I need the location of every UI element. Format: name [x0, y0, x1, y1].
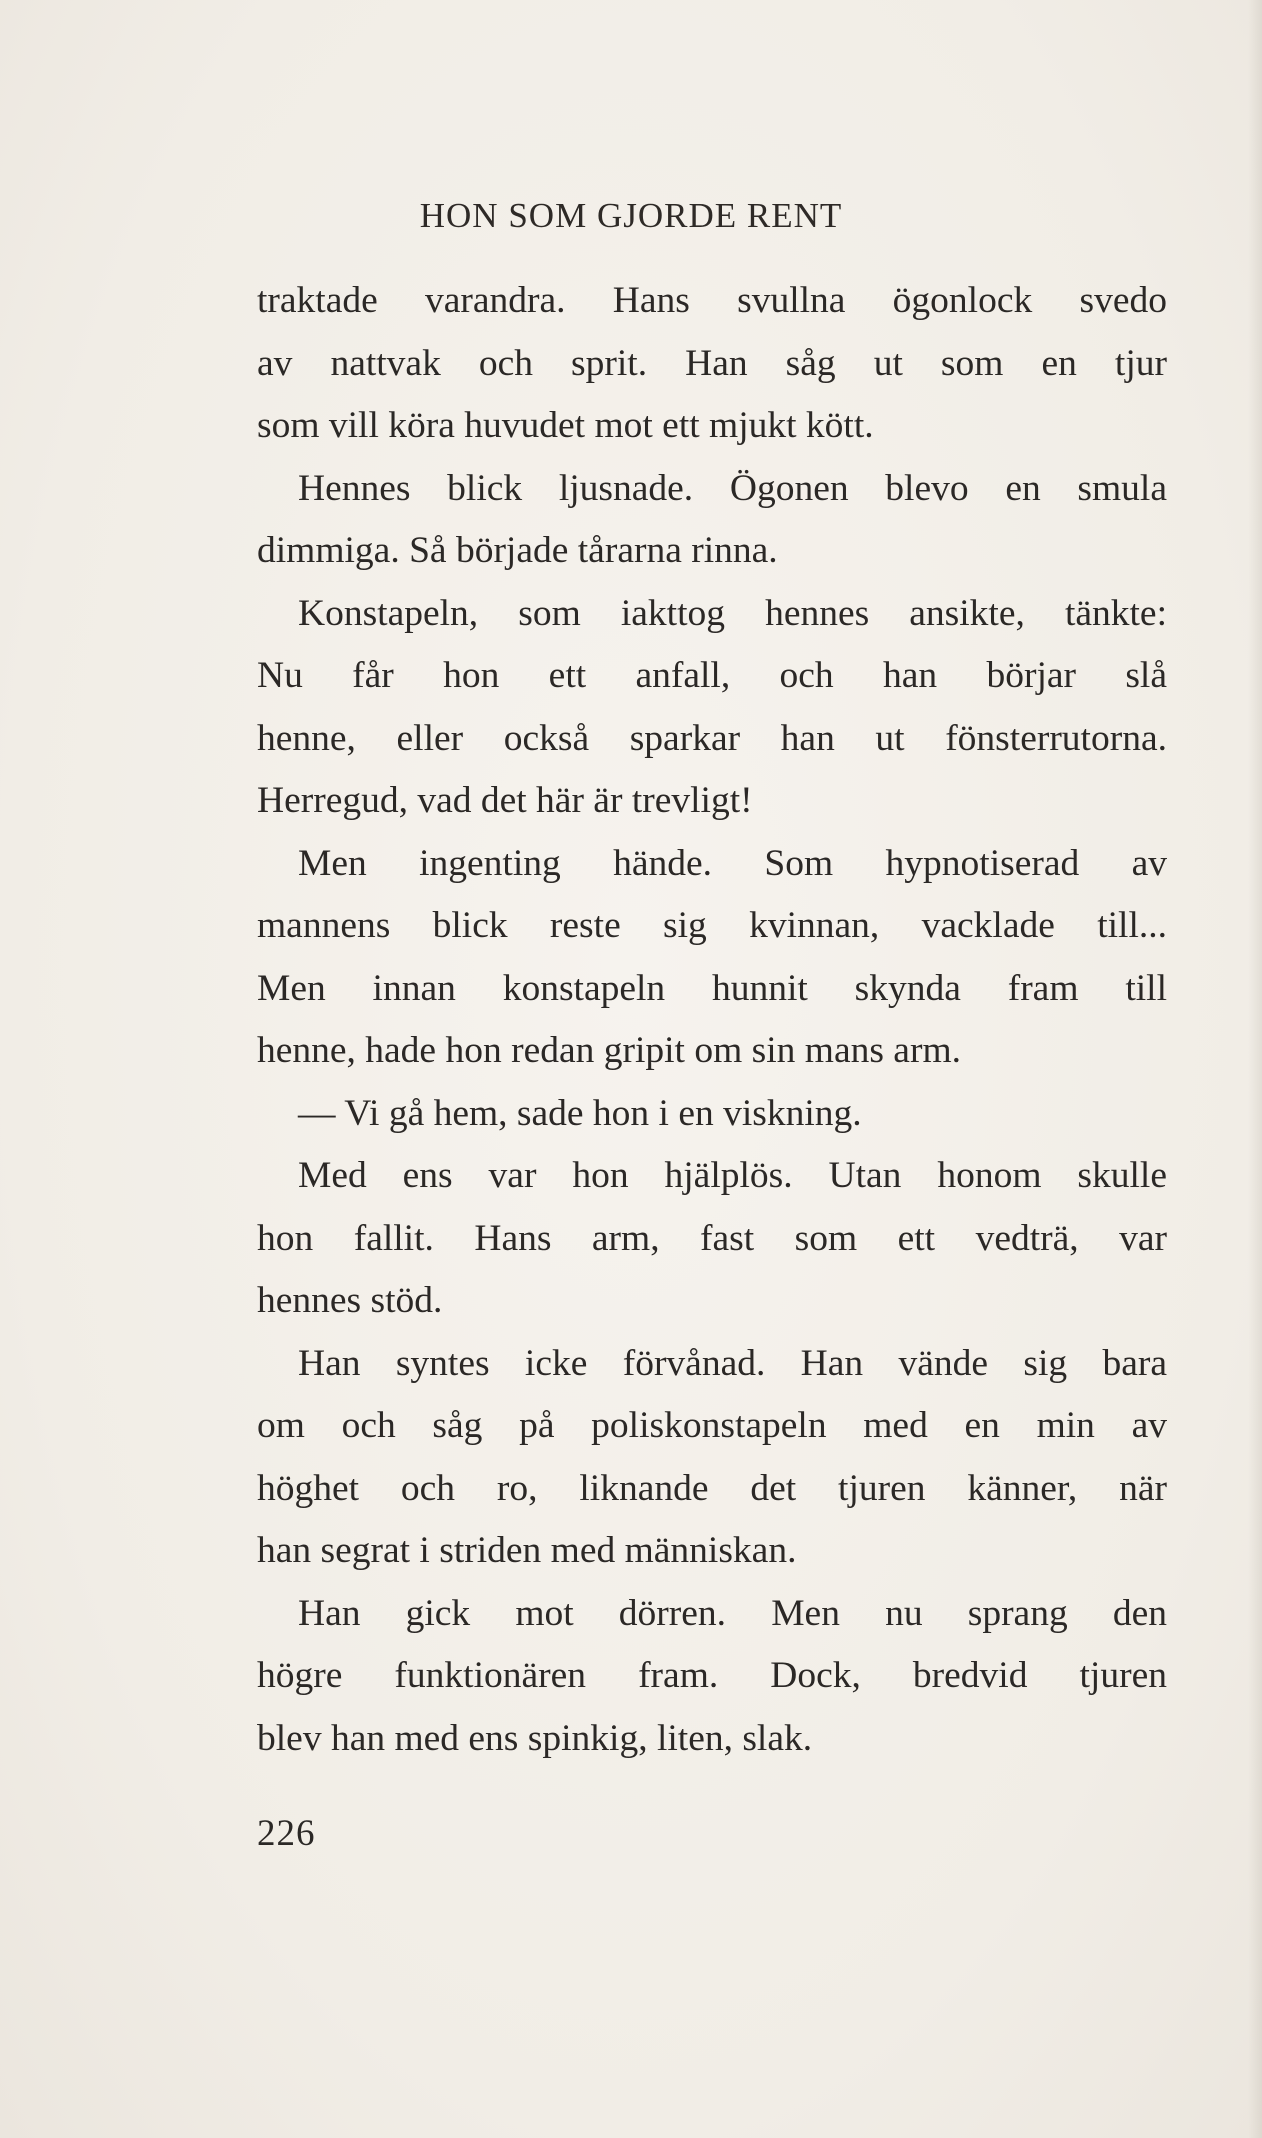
- page-edge-shadow: [1248, 0, 1262, 2138]
- text-line: Konstapeln, som iakttog hennes ansikte, tänkte:: [298, 592, 1167, 634]
- text-line: henne, hade hon redan gripit om sin mans arm.: [257, 1030, 961, 1071]
- text-line: hon fallit. Hans arm, fast som ett vedträ, var: [257, 1217, 1167, 1259]
- text-line: Han syntes icke förvånad. Han vände sig bara: [298, 1342, 1167, 1384]
- text-line: — Vi gå hem, sade hon i en viskning.: [298, 1092, 862, 1134]
- text-line: höghet och ro, liknande det tjuren känner, när: [257, 1467, 1167, 1509]
- text-line: blev han med ens spinkig, liten, slak.: [257, 1717, 813, 1759]
- text-line: Men innan konstapeln hunnit skynda fram till: [257, 967, 1167, 1009]
- text-line: Herregud, vad det här är trevligt!: [257, 780, 753, 821]
- text-line: om och såg på poliskonstapeln med en min av: [257, 1405, 1167, 1446]
- text-line: henne, eller också sparkar han ut fönsterrutorna.: [257, 717, 1167, 759]
- text-line: Med ens var hon hjälplös. Utan honom skulle: [298, 1155, 1167, 1196]
- running-head: HON SOM GJORDE RENT: [419, 196, 843, 235]
- text-line: högre funktionären fram. Dock, bredvid tjuren: [257, 1655, 1167, 1696]
- text-line: han segrat i striden med människan.: [257, 1530, 797, 1571]
- text-line: mannens blick reste sig kvinnan, vacklade till...: [257, 905, 1167, 946]
- text-line: av nattvak och sprit. Han såg ut som en tjur: [257, 342, 1167, 384]
- text-line: dimmiga. Så började tårarna rinna.: [257, 530, 778, 571]
- text-line: Men ingenting hände. Som hypnotiserad av: [298, 842, 1167, 884]
- text-line: Hennes blick ljusnade. Ögonen blevo en smula: [298, 467, 1167, 509]
- page-number: 226: [257, 1813, 316, 1854]
- text-line: som vill köra huvudet mot ett mjukt kött.: [257, 405, 874, 446]
- text-line: traktade varandra. Hans svullna ögonlock svedo: [257, 280, 1167, 321]
- body-text: [257, 270, 1167, 1770]
- text-line: hennes stöd.: [257, 1280, 443, 1321]
- text-line: Nu får hon ett anfall, och han börjar slå: [257, 655, 1167, 696]
- text-line: Han gick mot dörren. Men nu sprang den: [298, 1592, 1167, 1634]
